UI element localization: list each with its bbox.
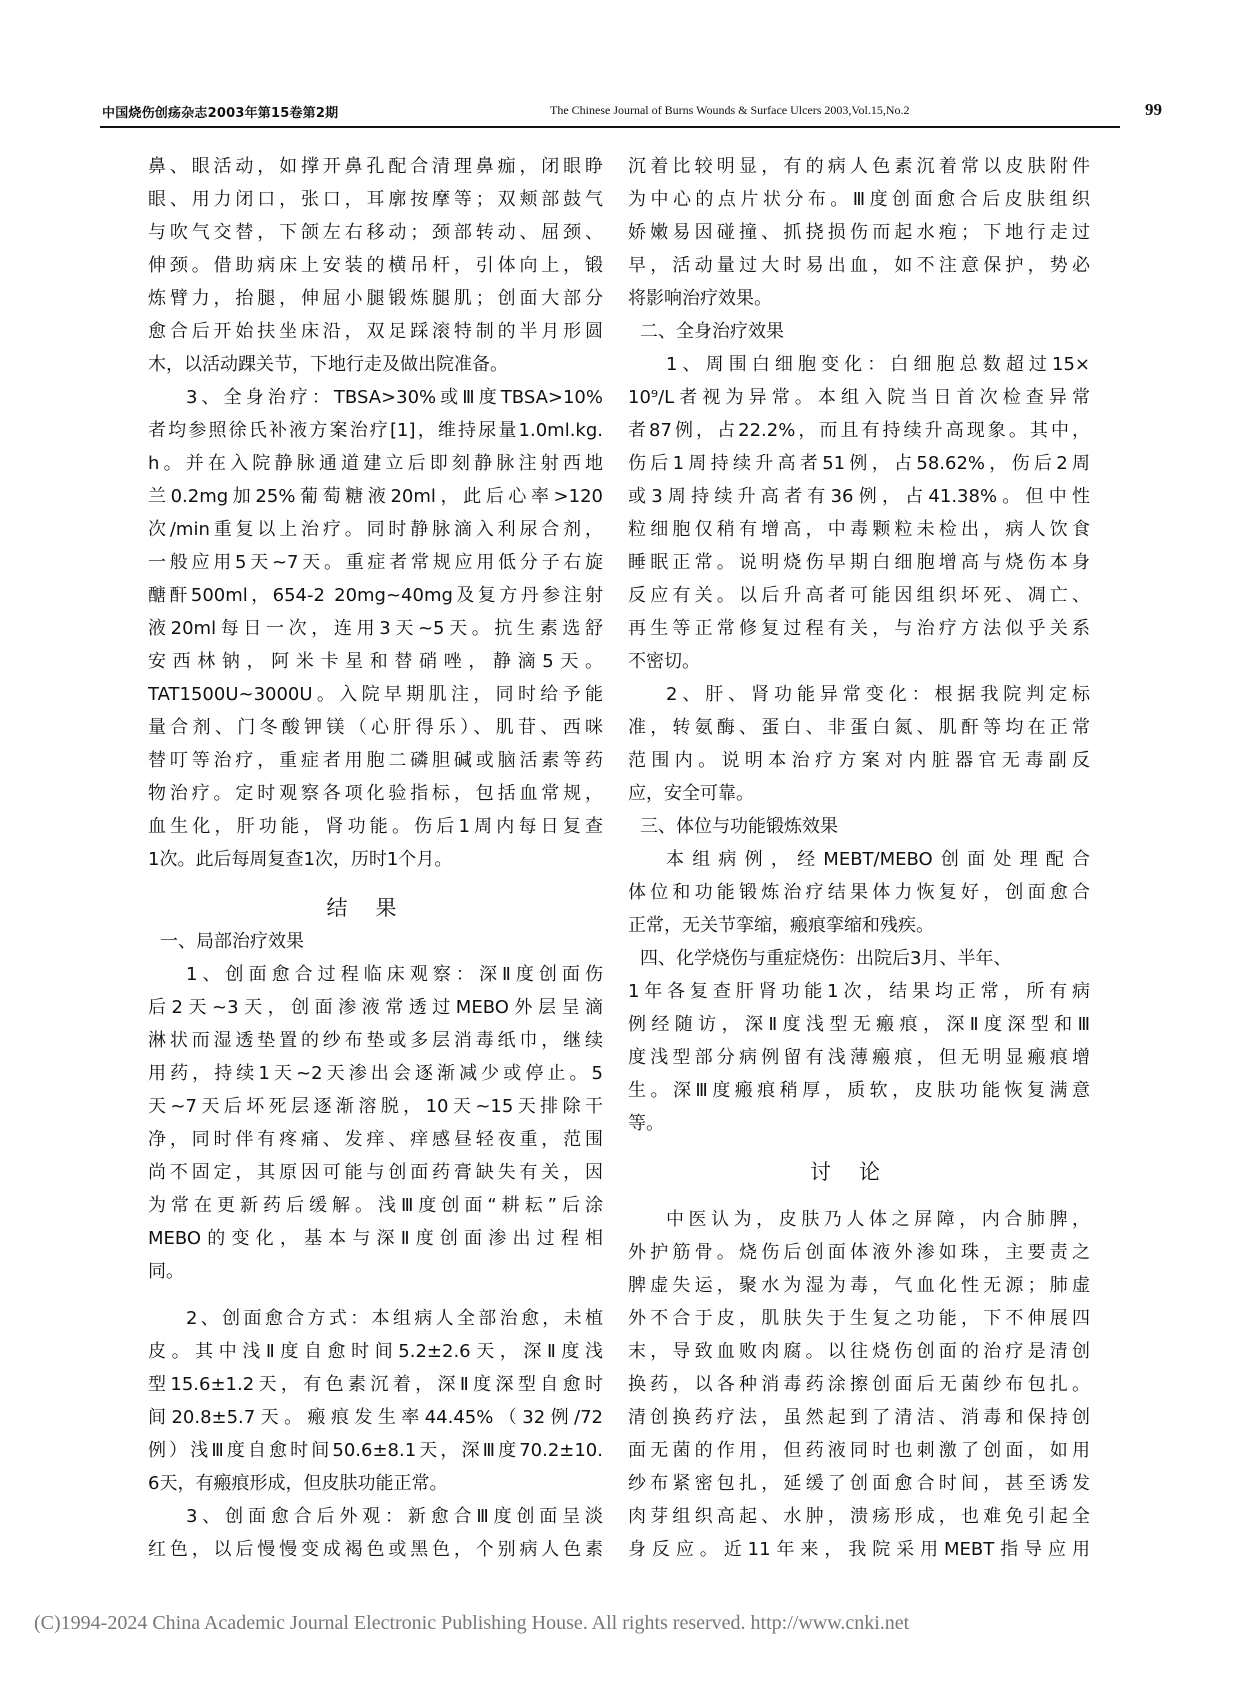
body-line: 次/min重复以上治疗。同时静脉滴入利尿合剂， [148, 519, 603, 540]
body-line: 天~7天后坏死层逐渐溶脱，10天~15天排除干 [148, 1096, 603, 1117]
body-line: MEBO的变化，基本与深Ⅱ度创面渗出过程相 [148, 1228, 603, 1249]
body-line: 体位和功能锻炼治疗结果体力恢复好，创面愈合 [628, 882, 1090, 903]
body-line: 将影响治疗效果。 [628, 288, 772, 309]
body-line: 醣酐500ml，654-2 20mg~40mg及复方丹参注射 [148, 585, 603, 606]
body-line: 替叮等治疗，重症者用胞二磷胆碱或脑活素等药 [148, 750, 603, 771]
body-line: 末，导致血败肉腐。以往烧伤创面的治疗是清创 [628, 1341, 1090, 1362]
body-line: 肉芽组织高起、水肿，溃疡形成，也难免引起全 [628, 1506, 1090, 1527]
body-line: 淋状而湿透垫置的纱布垫或多层消毒纸巾，继续 [148, 1030, 603, 1051]
body-line: 净，同时伴有疼痛、发痒、痒感昼轻夜重，范围 [148, 1129, 603, 1150]
body-line: 外护筋骨。烧伤后创面体液外渗如珠，主要责之 [628, 1242, 1090, 1263]
body-line: 鼻、眼活动，如撑开鼻孔配合清理鼻痂，闭眼睁 [148, 156, 603, 177]
subsection-heading: 二、全身治疗效果 [640, 321, 784, 342]
body-line: 等。 [628, 1113, 664, 1134]
body-line: 1年各复查肝肾功能1次，结果均正常，所有病 [628, 981, 1090, 1002]
body-line: 应，安全可靠。 [628, 783, 754, 804]
paragraph-start-line: 中医认为，皮肤乃人体之屏障，内合肺脾， [666, 1209, 1090, 1230]
body-line: 型15.6±1.2天，有色素沉着，深Ⅱ度深型自愈时 [148, 1374, 603, 1395]
body-line: 兰0.2mg加25%葡萄糖液20ml，此后心率>120 [148, 486, 603, 507]
body-line: 木，以活动踝关节，下地行走及做出院准备。 [148, 354, 508, 375]
page-number: 99 [1145, 100, 1162, 119]
body-line: 生。深Ⅲ度瘢痕稍厚，质软，皮肤功能恢复满意 [628, 1080, 1090, 1101]
body-line: 换药，以各种消毒药涂擦创面后无菌纱布包扎。 [628, 1374, 1090, 1395]
paragraph-start-line: 1、创面愈合过程临床观察：深Ⅱ度创面伤 [186, 964, 603, 985]
running-header [100, 100, 1162, 128]
body-line: 为常在更新药后缓解。浅Ⅲ度创面“耕耘”后涂 [148, 1195, 603, 1216]
body-line: TAT1500U~3000U。入院早期肌注，同时给予能 [148, 684, 603, 705]
body-line: 纱布紧密包扎，延缓了创面愈合时间，甚至诱发 [628, 1473, 1090, 1494]
body-line: 液20ml每日一次，连用3天~5天。抗生素选舒 [148, 618, 603, 639]
body-line: 一般应用5天~7天。重症者常规应用低分子右旋 [148, 552, 603, 573]
body-line: 6天，有瘢痕形成，但皮肤功能正常。 [148, 1473, 448, 1494]
body-line: 身反应。近11年来，我院采用MEBT指导应用 [628, 1539, 1090, 1560]
body-line: 或3周持续升高者有36例，占41.38%。但中性 [628, 486, 1090, 507]
paragraph-start-line: 3、全身治疗：TBSA>30%或Ⅲ度TBSA>10% [186, 387, 603, 408]
body-line: 例经随访，深Ⅱ度浅型无瘢痕，深Ⅱ度深型和Ⅲ [628, 1014, 1090, 1035]
body-line: 尚不固定，其原因可能与创面药膏缺失有关，因 [148, 1162, 603, 1183]
subsection-heading: 三、体位与功能锻炼效果 [640, 816, 838, 837]
body-line: 外不合于皮，肌肤失于生复之功能，下不伸展四 [628, 1308, 1090, 1329]
paragraph-start-line: 2、肝、肾功能异常变化：根据我院判定标 [666, 684, 1090, 705]
journal-title-english: The Chinese Journal of Burns Wounds & Surface Ulcers 2003,Vol.15,No.2 [550, 103, 910, 117]
body-line: 例）浅Ⅲ度自愈时间50.6±8.1天，深Ⅲ度70.2±10. [148, 1440, 603, 1461]
body-line: 安西林钠，阿米卡星和替硝唑，静滴5天。 [148, 651, 603, 672]
body-line: 面无菌的作用，但药液同时也刺激了创面，如用 [628, 1440, 1090, 1461]
journal-title-chinese: 中国烧伤创疡杂志2003年第15卷第2期 [102, 106, 339, 121]
body-line: 红色，以后慢慢变成褐色或黑色，个别病人色素 [148, 1539, 603, 1560]
paragraph-start-line: 本组病例，经MEBT/MEBO创面处理配合 [666, 849, 1090, 870]
body-line: 范围内。说明本治疗方案对内脏器官无毒副反 [628, 750, 1090, 771]
body-line: 准，转氨酶、蛋白、非蛋白氮、肌酐等均在正常 [628, 717, 1090, 738]
body-line: 炼臂力，抬腿，伸屈小腿锻炼腿肌；创面大部分 [148, 288, 603, 309]
body-line: 再生等正常修复过程有关，与治疗方法似乎关系 [628, 618, 1090, 639]
body-line: 脾虚失运，聚水为湿为毒，气血化性无源；肺虚 [628, 1275, 1090, 1296]
body-line: 用药，持续1天~2天渗出会逐渐减少或停止。5 [148, 1063, 603, 1084]
body-line: 早，活动量过大时易出血，如不注意保护，势必 [628, 255, 1090, 276]
copyright-footer: (C)1994-2024 China Academic Journal Electronic Publishing House. All rights reserved. http://www.cnki.net [34, 1612, 910, 1634]
body-line: 娇嫩易因碰撞、抓挠损伤而起水疱；下地行走过 [628, 222, 1090, 243]
body-line: 1次。此后每周复查1次，历时1个月。 [148, 849, 453, 870]
body-line: 伸颈。借助病床上安装的横吊杆，引体向上，锻 [148, 255, 603, 276]
body-line: 伤后1周持续升高者51例，占58.62%，伤后2周 [628, 453, 1090, 474]
body-line: 不密切。 [628, 651, 700, 672]
left-column [148, 150, 603, 1566]
paragraph-start-line: 3、创面愈合后外观：新愈合Ⅲ度创面呈淡 [186, 1506, 603, 1527]
subsection-heading: 一、局部治疗效果 [160, 931, 304, 952]
body-line: 度浅型部分病例留有浅薄瘢痕，但无明显瘢痕增 [628, 1047, 1090, 1068]
body-line: 与吹气交替，下颌左右移动；颈部转动、屈颈、 [148, 222, 603, 243]
body-line: 量合剂、门冬酸钾镁（心肝得乐）、肌苷、西咪 [148, 717, 603, 738]
body-line: h。并在入院静脉通道建立后即刻静脉注射西地 [148, 453, 603, 474]
body-line: 清创换药疗法，虽然起到了清洁、消毒和保持创 [628, 1407, 1090, 1428]
section-heading-discussion: 讨论 [810, 1160, 908, 1184]
paragraph-start-line: 2、创面愈合方式：本组病人全部治愈，未植 [186, 1308, 603, 1329]
paragraph-start-line: 1、周围白细胞变化：白细胞总数超过15× [666, 354, 1090, 375]
body-line: 眼、用力闭口，张口，耳廓按摩等；双颊部鼓气 [148, 189, 603, 210]
body-line: 后2天~3天，创面渗液常透过MEBO外层呈滴 [148, 997, 603, 1018]
body-line: 愈合后开始扶坐床沿，双足踩滚特制的半月形圆 [148, 321, 603, 342]
body-line: 沉着比较明显，有的病人色素沉着常以皮肤附件 [628, 156, 1090, 177]
section-heading-results: 结果 [326, 896, 425, 920]
body-line: 者均参照徐氏补液方案治疗[1]，维持尿量1.0ml.kg. [148, 420, 603, 441]
body-line: 为中心的点片状分布。Ⅲ度创面愈合后皮肤组织 [628, 189, 1090, 210]
body-line: 物治疗。定时观察各项化验指标，包括血常规， [148, 783, 603, 804]
paragraph-start-line: 四、化学烧伤与重症烧伤：出院后3月、半年、 [640, 948, 1012, 969]
body-line: 者87例，占22.2%，而且有持续升高现象。其中， [628, 420, 1090, 441]
body-line: 血生化，肝功能，肾功能。伤后1周内每日复查 [148, 816, 603, 837]
body-line: 粒细胞仅稍有增高，中毒颗粒未检出，病人饮食 [628, 519, 1090, 540]
body-line: 间20.8±5.7天。瘢痕发生率44.45%（32例/72 [148, 1407, 603, 1428]
body-line: 皮。其中浅Ⅱ度自愈时间5.2±2.6天，深Ⅱ度浅 [148, 1341, 603, 1362]
body-line: 睡眠正常。说明烧伤早期白细胞增高与烧伤本身 [628, 552, 1090, 573]
body-line: 10⁹/L者视为异常。本组入院当日首次检查异常 [628, 387, 1090, 408]
right-column [628, 150, 1090, 1566]
body-line: 反应有关。以后升高者可能因组织坏死、凋亡、 [628, 585, 1090, 606]
body-line: 正常，无关节挛缩，瘢痕挛缩和残疾。 [628, 915, 934, 936]
body-line: 同。 [148, 1261, 184, 1282]
